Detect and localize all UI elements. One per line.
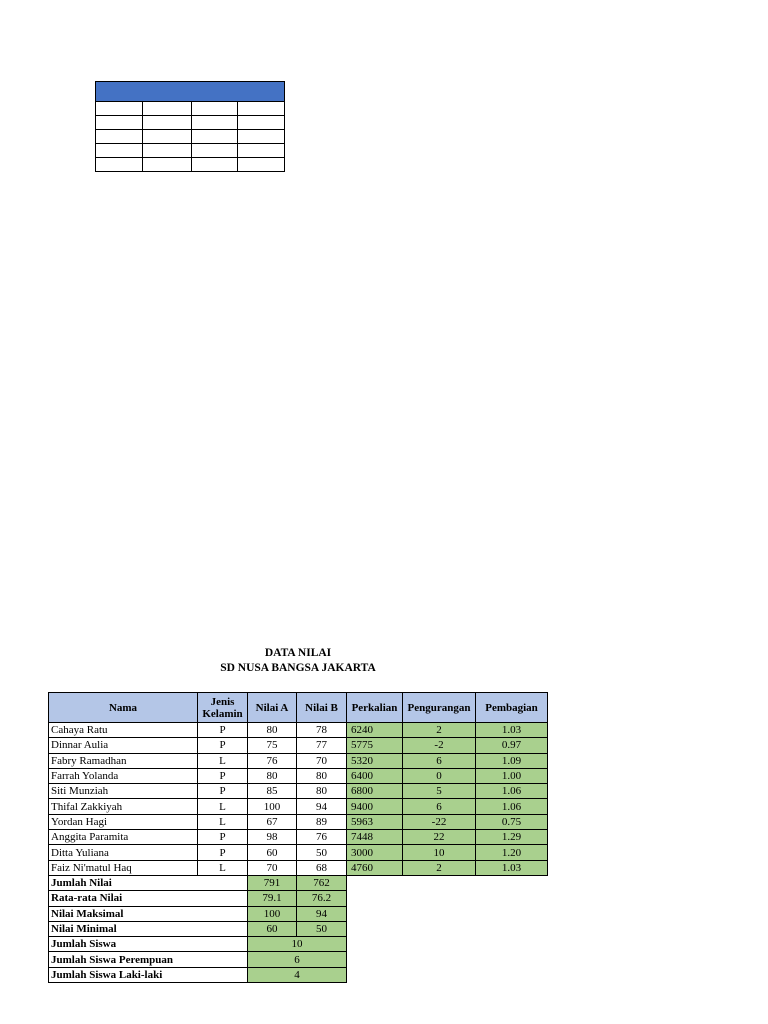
cell-jk: P bbox=[198, 830, 248, 845]
summary-row-laki-laki bbox=[49, 967, 548, 982]
cell-pembagian: 1.20 bbox=[476, 845, 548, 860]
table-row bbox=[49, 784, 548, 799]
cell-perkalian: 3000 bbox=[347, 845, 403, 860]
cell-pengurangan: 5 bbox=[403, 784, 476, 799]
cell-perkalian: 4760 bbox=[347, 860, 403, 875]
summary-row-jumlah-siswa bbox=[49, 937, 548, 952]
table-row bbox=[49, 814, 548, 829]
cell-nama: Siti Munziah bbox=[49, 784, 198, 799]
cell-pembagian: 1.06 bbox=[476, 799, 548, 814]
summary-label: Jumlah Siswa bbox=[49, 937, 248, 952]
cell-perkalian: 5775 bbox=[347, 738, 403, 753]
header-perkalian: Perkalian bbox=[347, 693, 403, 723]
table-row bbox=[49, 830, 548, 845]
cell-perkalian: 7448 bbox=[347, 830, 403, 845]
cell-perkalian: 6240 bbox=[347, 723, 403, 738]
cell-nilai-b: 70 bbox=[297, 753, 347, 768]
summary-value-a: 100 bbox=[248, 906, 297, 921]
cell-nilai-a: 60 bbox=[248, 845, 297, 860]
summary-row-rata-rata bbox=[49, 891, 548, 906]
header-pembagian: Pembagian bbox=[476, 693, 548, 723]
data-nilai-table bbox=[48, 692, 548, 983]
cell-jk: P bbox=[198, 723, 248, 738]
cell-perkalian: 6400 bbox=[347, 768, 403, 783]
header-jenis-line1: Jenis bbox=[210, 695, 235, 708]
cell-pengurangan: 22 bbox=[403, 830, 476, 845]
cell-pembagian: 1.03 bbox=[476, 723, 548, 738]
cell-nilai-a: 75 bbox=[248, 738, 297, 753]
summary-value-b: 76.2 bbox=[297, 891, 347, 906]
summary-value-a: 60 bbox=[248, 921, 297, 936]
header-pengurangan: Pengurangan bbox=[403, 693, 476, 723]
summary-row-perempuan bbox=[49, 952, 548, 967]
cell-jk: L bbox=[198, 753, 248, 768]
summary-label: Nilai Minimal bbox=[49, 921, 248, 936]
summary-value: 6 bbox=[248, 952, 347, 967]
cell-pembagian: 1.29 bbox=[476, 830, 548, 845]
summary-label: Jumlah Siswa Perempuan bbox=[49, 952, 248, 967]
header-nama: Nama bbox=[49, 693, 198, 723]
summary-value: 4 bbox=[248, 967, 347, 982]
cell-perkalian: 5963 bbox=[347, 814, 403, 829]
cell-pengurangan: 0 bbox=[403, 768, 476, 783]
cell-pengurangan: 2 bbox=[403, 860, 476, 875]
summary-value-a: 79.1 bbox=[248, 891, 297, 906]
cell-nama: Anggita Paramita bbox=[49, 830, 198, 845]
cell-nama: Farrah Yolanda bbox=[49, 768, 198, 783]
table-row bbox=[49, 753, 548, 768]
cell-pembagian: 0.97 bbox=[476, 738, 548, 753]
table-header-row bbox=[49, 693, 548, 723]
cell-pengurangan: 6 bbox=[403, 799, 476, 814]
cell-nama: Dinnar Aulia bbox=[49, 738, 198, 753]
cell-nilai-b: 80 bbox=[297, 784, 347, 799]
cell-jk: P bbox=[198, 768, 248, 783]
cell-perkalian: 6800 bbox=[347, 784, 403, 799]
summary-label: Rata-rata Nilai bbox=[49, 891, 248, 906]
summary-value-b: 50 bbox=[297, 921, 347, 936]
cell-nilai-b: 78 bbox=[297, 723, 347, 738]
cell-jk: P bbox=[198, 845, 248, 860]
cell-nilai-a: 76 bbox=[248, 753, 297, 768]
summary-value: 10 bbox=[248, 937, 347, 952]
cell-pembagian: 1.00 bbox=[476, 768, 548, 783]
cell-nilai-a: 100 bbox=[248, 799, 297, 814]
cell-jk: L bbox=[198, 814, 248, 829]
cell-perkalian: 5320 bbox=[347, 753, 403, 768]
cell-pengurangan: -2 bbox=[403, 738, 476, 753]
cell-nilai-b: 89 bbox=[297, 814, 347, 829]
cell-nilai-a: 70 bbox=[248, 860, 297, 875]
cell-jk: L bbox=[198, 799, 248, 814]
summary-row-maksimal bbox=[49, 906, 548, 921]
cell-nama: Faiz Ni'matul Haq bbox=[49, 860, 198, 875]
cell-nama: Ditta Yuliana bbox=[49, 845, 198, 860]
table-row bbox=[49, 738, 548, 753]
cell-nilai-a: 98 bbox=[248, 830, 297, 845]
table-row bbox=[49, 845, 548, 860]
cell-nilai-a: 80 bbox=[248, 723, 297, 738]
summary-label: Jumlah Siswa Laki-laki bbox=[49, 967, 248, 982]
header-nilai-a: Nilai A bbox=[248, 693, 297, 723]
cell-nilai-a: 80 bbox=[248, 768, 297, 783]
summary-value-b: 762 bbox=[297, 875, 347, 890]
summary-value-b: 94 bbox=[297, 906, 347, 921]
mini-table-header bbox=[96, 82, 285, 102]
page-title: DATA NILAI bbox=[264, 647, 332, 659]
cell-nilai-b: 68 bbox=[297, 860, 347, 875]
table-row bbox=[49, 799, 548, 814]
cell-jk: L bbox=[198, 860, 248, 875]
header-jenis-line2: Kelamin bbox=[202, 707, 243, 720]
cell-nama: Thifal Zakkiyah bbox=[49, 799, 198, 814]
cell-nama: Cahaya Ratu bbox=[49, 723, 198, 738]
cell-nama: Yordan Hagi bbox=[49, 814, 198, 829]
cell-nilai-b: 77 bbox=[297, 738, 347, 753]
cell-perkalian: 9400 bbox=[347, 799, 403, 814]
cell-nilai-b: 76 bbox=[297, 830, 347, 845]
cell-pengurangan: 2 bbox=[403, 723, 476, 738]
summary-label: Nilai Maksimal bbox=[49, 906, 248, 921]
summary-row-jumlah-nilai bbox=[49, 875, 548, 890]
table-row bbox=[49, 768, 548, 783]
cell-pengurangan: 6 bbox=[403, 753, 476, 768]
cell-nama: Fabry Ramadhan bbox=[49, 753, 198, 768]
cell-pengurangan: 10 bbox=[403, 845, 476, 860]
cell-pengurangan: -22 bbox=[403, 814, 476, 829]
cell-jk: P bbox=[198, 738, 248, 753]
cell-jk: P bbox=[198, 784, 248, 799]
cell-nilai-b: 80 bbox=[297, 768, 347, 783]
summary-row-minimal bbox=[49, 921, 548, 936]
cell-nilai-b: 50 bbox=[297, 845, 347, 860]
header-nilai-b: Nilai B bbox=[297, 693, 347, 723]
cell-pembagian: 1.09 bbox=[476, 753, 548, 768]
cell-pembagian: 1.03 bbox=[476, 860, 548, 875]
empty-mini-table bbox=[95, 81, 285, 172]
cell-nilai-a: 85 bbox=[248, 784, 297, 799]
summary-value-a: 791 bbox=[248, 875, 297, 890]
cell-nilai-a: 67 bbox=[248, 814, 297, 829]
cell-pembagian: 0.75 bbox=[476, 814, 548, 829]
summary-label: Jumlah Nilai bbox=[49, 875, 248, 890]
page-subtitle: SD NUSA BANGSA JAKARTA bbox=[220, 662, 376, 674]
table-row bbox=[49, 860, 548, 875]
cell-nilai-b: 94 bbox=[297, 799, 347, 814]
header-jenis-kelamin bbox=[198, 693, 248, 723]
cell-pembagian: 1.06 bbox=[476, 784, 548, 799]
table-row bbox=[49, 723, 548, 738]
